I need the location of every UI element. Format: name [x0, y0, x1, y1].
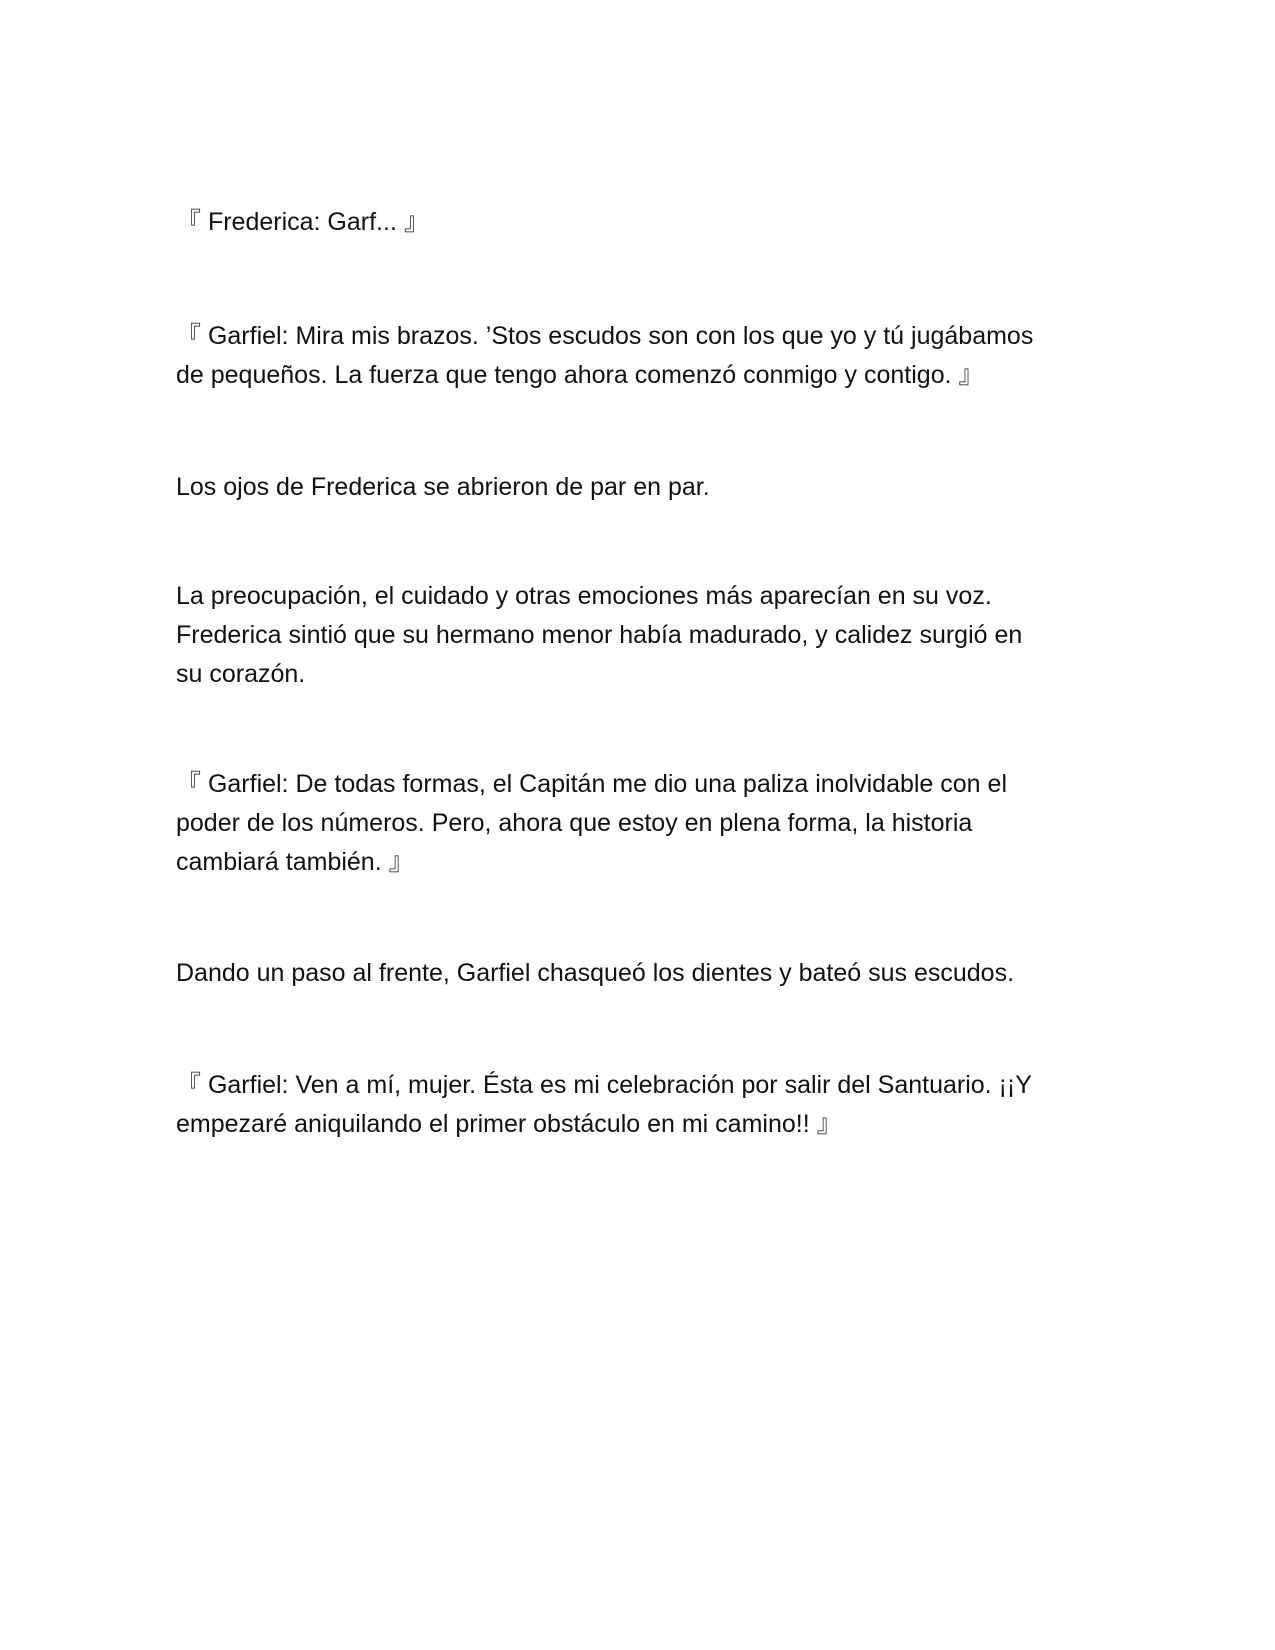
dialogue-frederica: [176, 203, 1106, 242]
text-line: La preocupación, el cuidado y otras emociones más aparecían en su voz.: [176, 582, 992, 610]
text-line: su corazón.: [176, 660, 306, 688]
dialogue-garfiel-celebration: [176, 1066, 1106, 1144]
text-line: 『 Garfiel: Mira mis brazos. ’Stos escudos son con los que yo y tú jugábamos: [176, 322, 1034, 350]
text-line: de pequeños. La fuerza que tengo ahora comenzó conmigo y contigo. 』: [176, 361, 984, 389]
text-line: Frederica sintió que su hermano menor había madurado, y calidez surgió en: [176, 621, 1023, 649]
narration-step-forward: [176, 954, 1106, 993]
narration-warmth: [176, 577, 1106, 694]
dialogue-garfiel-arms: [176, 317, 1106, 395]
text-line: poder de los números. Pero, ahora que estoy en plena forma, la historia: [176, 809, 973, 837]
text-line: 『 Garfiel: Ven a mí, mujer. Ésta es mi celebración por salir del Santuario. ¡¡Y: [176, 1071, 1032, 1099]
text-line: Dando un paso al frente, Garfiel chasqueó los dientes y bateó sus escudos.: [176, 959, 1015, 987]
narration-eyes: [176, 468, 1106, 507]
text-line: 『 Garfiel: De todas formas, el Capitán me dio una paliza inolvidable con el: [176, 770, 1007, 798]
text-line: cambiará también. 』: [176, 848, 414, 876]
text-line: empezaré aniquilando el primer obstáculo en mi camino!! 』: [176, 1110, 842, 1138]
text-line: 『 Frederica: Garf... 』: [176, 208, 429, 236]
text-line: Los ojos de Frederica se abrieron de par en par.: [176, 473, 710, 501]
dialogue-garfiel-captain: [176, 765, 1106, 882]
